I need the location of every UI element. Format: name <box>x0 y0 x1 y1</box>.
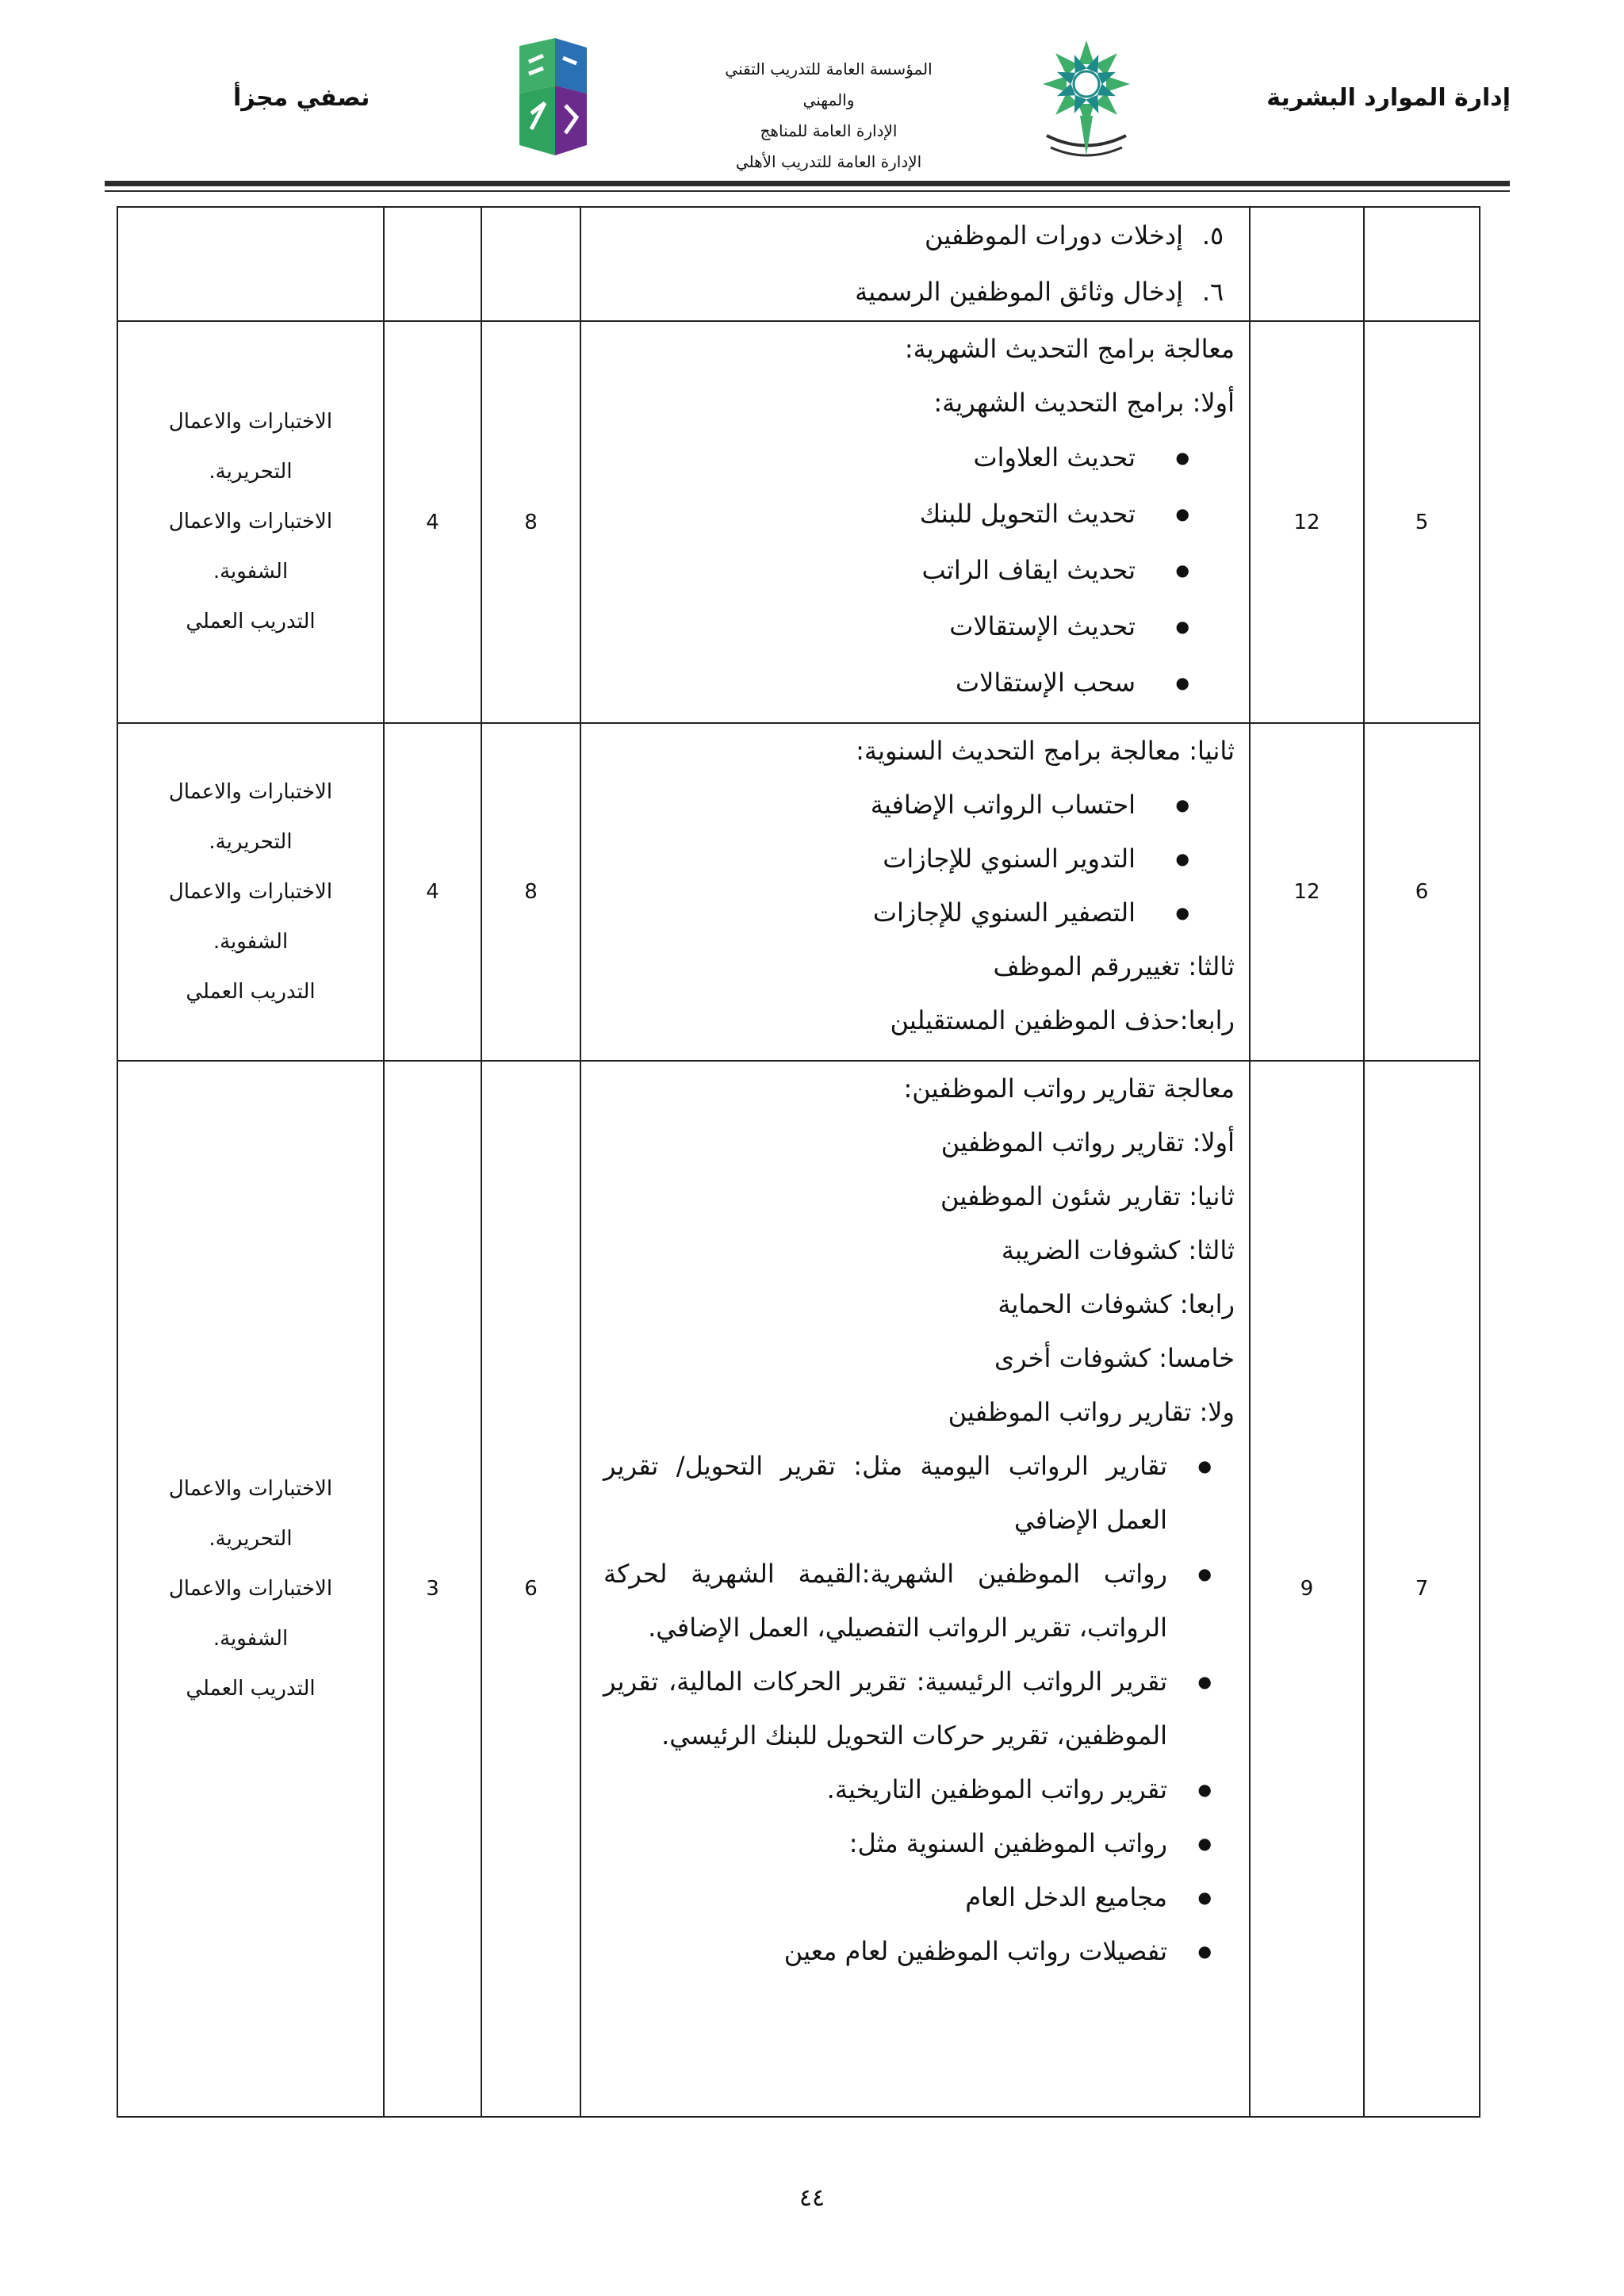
topic-subheading: ثالثا: تغييررقم الموظف <box>993 951 1235 982</box>
evaluation-cell <box>117 1061 384 2117</box>
bullet-item: ● تقرير رواتب الموظفين التاريخية. <box>596 1762 1235 1816</box>
training-plan-table <box>117 206 1480 2118</box>
evaluation-line: الاختبارات والاعمال <box>168 779 333 804</box>
topic-heading: معالجة برامج التحديث الشهرية: <box>904 334 1235 364</box>
week-number-cell: 7 <box>1364 1061 1480 2117</box>
evaluation-line: التحريرية. <box>209 1526 293 1551</box>
evaluation-line: الاختبارات والاعمال <box>168 1576 333 1601</box>
topic-subheading: رابعا:حذف الموظفين المستقيلين <box>890 1005 1235 1035</box>
evaluation-line: الاختبارات والاعمال <box>168 1476 333 1501</box>
bullet-item: ● تقرير الرواتب الرئيسية: تقرير الحركات المالية، تقرير الموظفين، تقرير حركات التحويل للبنك الرئيسي. <box>596 1655 1235 1762</box>
curriculum-logo <box>511 38 591 155</box>
org-line-2: الإدارة العامة للمناهج <box>760 121 898 140</box>
total-hours-cell: 12 <box>1250 321 1364 723</box>
total-hours-cell: 9 <box>1250 1061 1364 2117</box>
evaluation-line: الاختبارات والاعمال <box>168 879 333 904</box>
practical-hours-cell <box>384 207 481 321</box>
item-number: ٦. <box>1201 277 1224 307</box>
table-row <box>117 207 1480 321</box>
evaluation-cell <box>117 321 384 723</box>
header-divider-thin <box>105 190 1510 192</box>
table-row <box>117 1061 1480 2117</box>
theory-hours-cell: 8 <box>481 723 580 1061</box>
bullet-item: ● التصفير السنوي للإجازات <box>596 886 1235 939</box>
numbered-item <box>596 208 1235 264</box>
bullet-item: ● التدوير السنوي للإجازات <box>596 832 1235 886</box>
evaluation-line: التدريب العملي <box>186 979 316 1004</box>
topics-cell <box>580 321 1250 723</box>
evaluation-line: الشفوية. <box>213 1626 289 1651</box>
bullet-item: ● تحديث الإستقالات <box>596 599 1235 655</box>
practical-hours-cell: 4 <box>384 723 481 1061</box>
practical-hours-cell: 4 <box>384 321 481 723</box>
topic-subheading: ثالثا: كشوفات الضريبة <box>1001 1235 1235 1265</box>
topics-cell <box>580 723 1250 1061</box>
evaluation-cell <box>117 723 384 1061</box>
topic-subheading: ثانيا: تقارير شئون الموظفين <box>940 1181 1235 1211</box>
table-row <box>117 321 1480 723</box>
theory-hours-cell: 8 <box>481 321 580 723</box>
bullet-item: ● تحديث التحويل للبنك <box>596 486 1235 542</box>
evaluation-line: الاختبارات والاعمال <box>168 410 333 434</box>
org-line-3: الإدارة العامة للتدريب الأهلي <box>735 152 922 171</box>
bullet-item: ● احتساب الرواتب الإضافية <box>596 778 1235 832</box>
organization-lines <box>698 54 959 178</box>
item-number: ٥. <box>1201 220 1224 251</box>
bullet-item: ● تحديث ايقاف الراتب <box>596 542 1235 599</box>
evaluation-line: التحريرية. <box>209 460 293 484</box>
week-number-cell <box>1364 207 1480 321</box>
topic-subheading: رابعا: كشوفات الحماية <box>998 1289 1235 1319</box>
bullet-item: ● تقارير الرواتب اليومية مثل: تقرير التحويل/ تقرير العمل الإضافي <box>596 1439 1235 1547</box>
evaluation-cell <box>117 207 384 321</box>
bullet-item: ● رواتب الموظفين السنوية مثل: <box>596 1816 1235 1870</box>
tvtc-emblem-logo <box>1031 36 1142 171</box>
bullet-item: ● تحديث العلاوات <box>596 430 1235 486</box>
evaluation-line: التدريب العملي <box>186 1676 316 1701</box>
item-text: إدخال وثائق الموظفين الرسمية <box>855 277 1183 307</box>
org-line-1: المؤسسة العامة للتدريب التقني والمهني <box>725 59 933 109</box>
item-text: إدخلات دورات الموظفين <box>925 220 1183 251</box>
evaluation-line: الاختبارات والاعمال <box>168 510 333 534</box>
theory-hours-cell <box>481 207 580 321</box>
practical-hours-cell: 3 <box>384 1061 481 2117</box>
topic-subheading: أولا: تقارير رواتب الموظفين <box>940 1127 1235 1158</box>
numbered-item <box>596 264 1235 320</box>
bullet-item: ● تفصيلات رواتب الموظفين لعام معين <box>596 1924 1235 1978</box>
topics-cell <box>580 207 1250 321</box>
evaluation-line: التحريرية. <box>209 829 293 854</box>
topic-subheading: خامسا: كشوفات أخرى <box>994 1343 1235 1373</box>
topic-heading: ثانيا: معالجة برامج التحديث السنوية: <box>856 736 1235 766</box>
total-hours-cell <box>1250 207 1364 321</box>
total-hours-cell: 12 <box>1250 723 1364 1061</box>
topics-cell <box>580 1061 1250 2117</box>
topic-subheading: ولا: تقارير رواتب الموظفين <box>948 1397 1235 1427</box>
evaluation-line: الشفوية. <box>213 929 289 954</box>
header-divider-thick <box>105 181 1510 186</box>
topic-subheading: أولا: برامج التحديث الشهرية: <box>933 388 1235 418</box>
department-title: إدارة الموارد البشرية <box>1266 84 1511 112</box>
bullet-item: ● مجاميع الدخل العام <box>596 1870 1235 1924</box>
evaluation-line: التدريب العملي <box>186 610 316 633</box>
theory-hours-cell: 6 <box>481 1061 580 2117</box>
page-number: ٤٤ <box>799 2184 825 2212</box>
week-number-cell: 5 <box>1364 321 1480 723</box>
evaluation-line: الشفوية. <box>213 560 289 584</box>
table-row <box>117 723 1480 1061</box>
week-number-cell: 6 <box>1364 723 1480 1061</box>
topic-heading: معالجة تقارير رواتب الموظفين: <box>903 1073 1235 1104</box>
bullet-item: ● رواتب الموظفين الشهرية:القيمة الشهرية لحركة الرواتب، تقرير الرواتب التفصيلي، العمل الإضافي. <box>596 1547 1235 1655</box>
bullet-item: ● سحب الإستقالات <box>596 655 1235 711</box>
semester-type-label: نصفي مجزأ <box>233 84 370 112</box>
